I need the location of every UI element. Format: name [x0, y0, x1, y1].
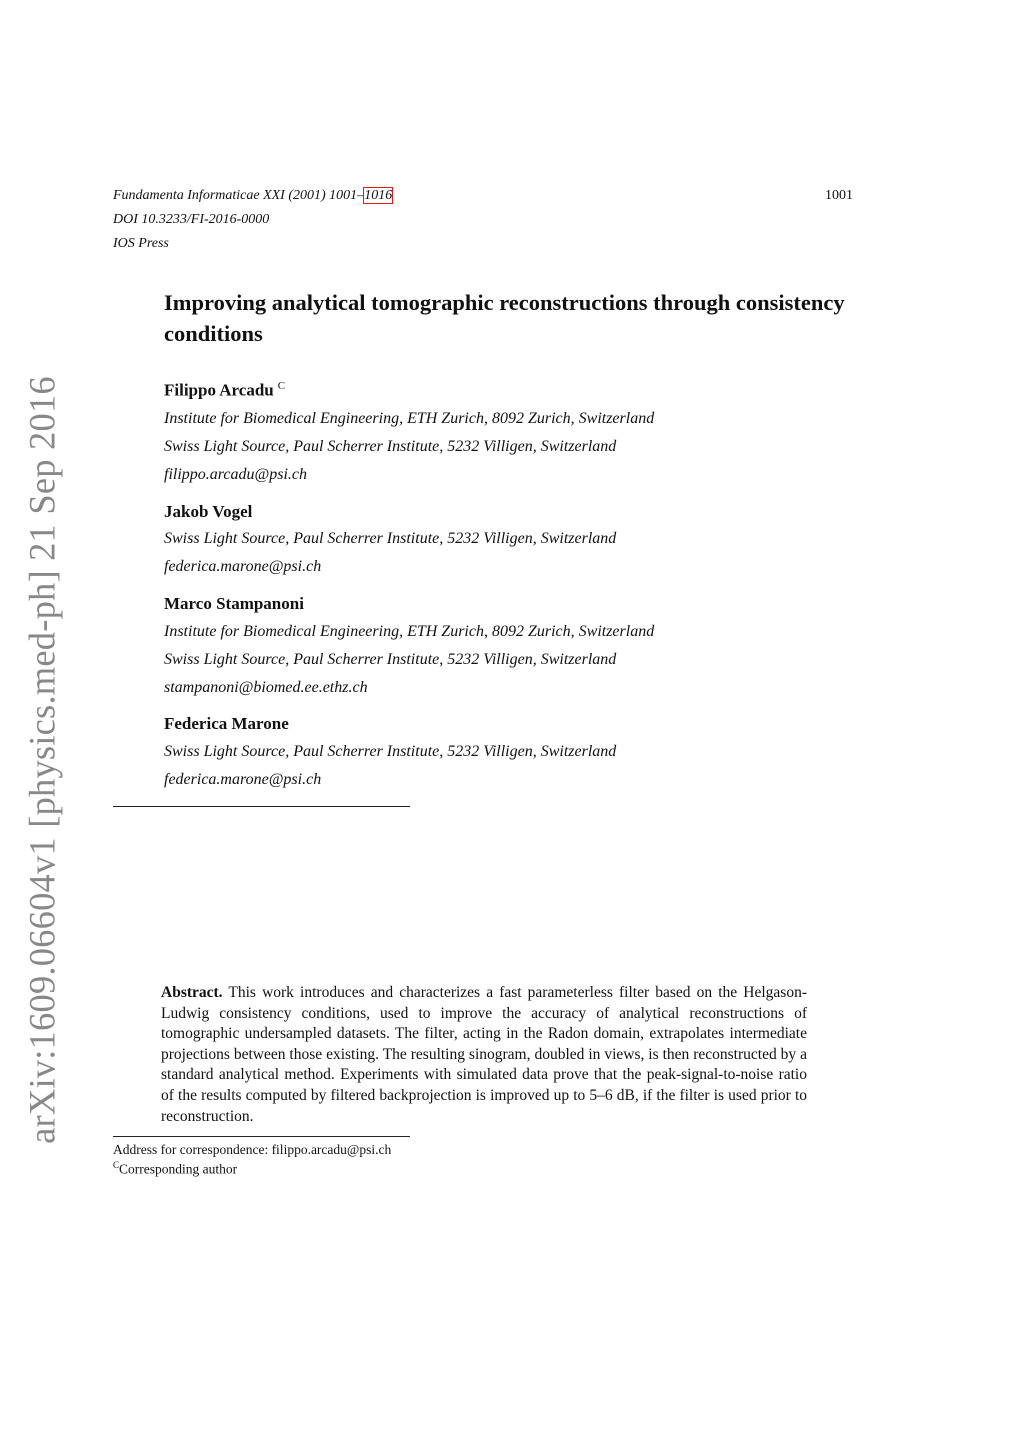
doi-line: DOI 10.3233/FI-2016-0000: [113, 212, 270, 227]
author-affiliation: Institute for Biomedical Engineering, ETH Zurich, 8092 Zurich, Switzerland: [164, 623, 655, 640]
author-affiliation: Swiss Light Source, Paul Scherrer Institute, 5232 Villigen, Switzerland: [164, 651, 617, 668]
abstract-text: This work introduces and characterizes a fast parameterless filter based on the Helgason-Ludwig consistency conditions, used to improve the accuracy of analytical reconstructions of tomographic undersampled datasets. The filter, acting in the Radon domain, extrapolates intermediate projections between those existing. The resulting sinogram, doubled in views, is then reconstructed by a standard analytical method. Experiments with simulated data prove that the peak-signal-to-noise ratio of the results computed by filtered backprojection is improved up to 5–6 dB, if the filter is used prior to reconstruction.: [161, 984, 807, 1125]
author-name: Marco Stampanoni: [164, 594, 304, 613]
author-affiliation: Swiss Light Source, Paul Scherrer Institute, 5232 Villigen, Switzerland: [164, 530, 617, 547]
author-email[interactable]: federica.marone@psi.ch: [164, 558, 322, 575]
author-email[interactable]: filippo.arcadu@psi.ch: [164, 466, 308, 483]
page-range-link[interactable]: 1016: [364, 188, 393, 203]
corresponding-footnote: [113, 1160, 237, 1178]
author-name-text: Filippo Arcadu: [164, 380, 274, 400]
page-number: 1001: [825, 188, 853, 203]
author-affiliation: Swiss Light Source, Paul Scherrer Institute, 5232 Villigen, Switzerland: [164, 743, 617, 760]
author-email[interactable]: stampanoni@biomed.ee.ethz.ch: [164, 679, 368, 696]
journal-citation: [113, 188, 392, 204]
author-name: [164, 380, 285, 401]
corresponding-mark: C: [277, 380, 286, 392]
author-block-rule: [113, 806, 410, 807]
correspondence-footnote: Address for correspondence: filippo.arcadu@psi.ch: [113, 1142, 392, 1157]
author-affiliation: Swiss Light Source, Paul Scherrer Institute, 5232 Villigen, Switzerland: [164, 438, 617, 455]
arxiv-stamp: arXiv:1609.06604v1 [physics.med-ph] 21 Sep 2016: [21, 376, 63, 1144]
abstract-label: Abstract.: [161, 984, 223, 1001]
publisher-line: IOS Press: [113, 236, 169, 251]
author-name: Jakob Vogel: [164, 502, 253, 521]
author-affiliation: Institute for Biomedical Engineering, ETH Zurich, 8092 Zurich, Switzerland: [164, 410, 655, 427]
author-email[interactable]: federica.marone@psi.ch: [164, 771, 322, 788]
footnote-mark: C: [113, 1160, 120, 1170]
author-name: Federica Marone: [164, 714, 289, 733]
abstract: [161, 983, 807, 1127]
journal-citation-text: Fundamenta Informaticae XXI (2001) 1001–: [113, 188, 365, 203]
paper-title: Improving analytical tomographic reconstructions through consistency conditions: [164, 290, 845, 346]
footnote-text: Corresponding author: [119, 1161, 238, 1177]
footnote-rule: [113, 1136, 410, 1137]
